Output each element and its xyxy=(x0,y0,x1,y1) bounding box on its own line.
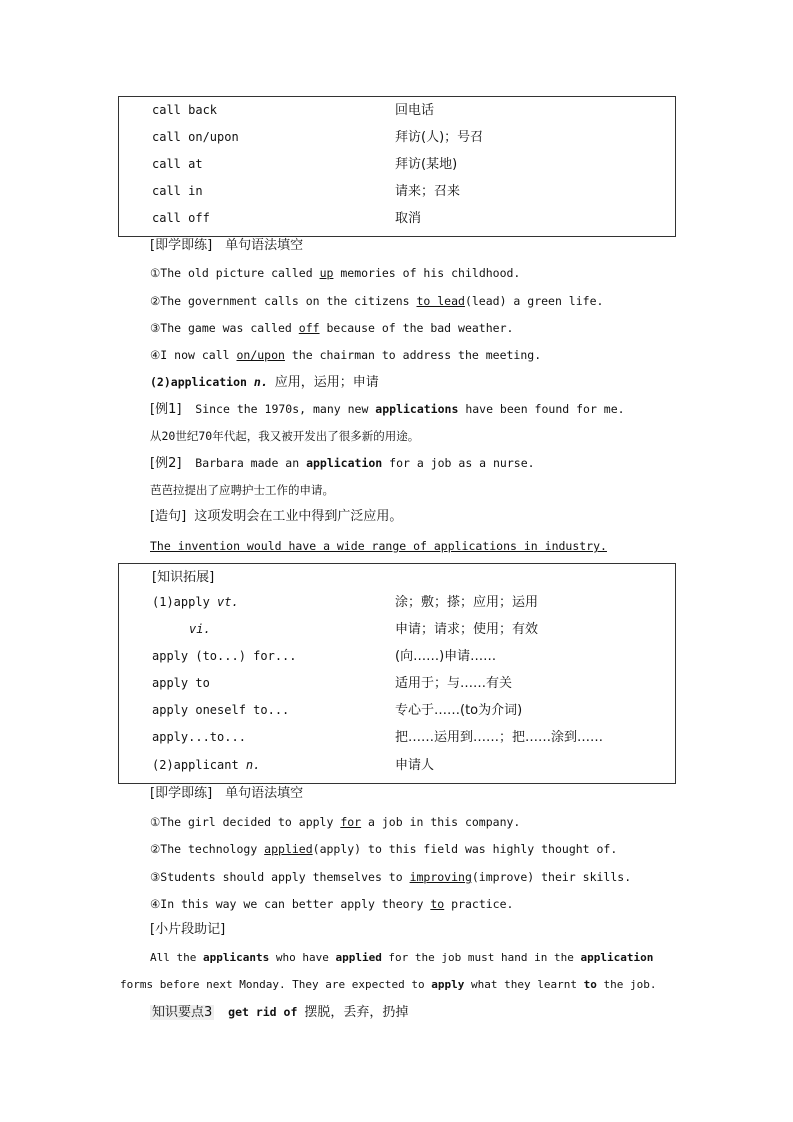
item-text: (improve) their skills. xyxy=(471,870,632,884)
phrase-zh: (向……)申请…… xyxy=(395,649,497,664)
item-text: ②The technology xyxy=(150,842,265,856)
phrase-en: call off xyxy=(152,211,210,225)
item-text: ④In this way we can better apply theory xyxy=(150,897,431,911)
item-text: (apply) to this field was highly thought of. xyxy=(312,842,618,856)
knowledge-point-meaning: 摆脱，丢弃，扔掉 xyxy=(304,1005,409,1020)
phrase-zh: 适用于；与……有关 xyxy=(395,676,513,691)
answer: on/upon xyxy=(236,348,285,362)
exercise-item xyxy=(150,895,513,913)
phrase-en: apply oneself to... xyxy=(152,703,290,717)
example-text: Barbara made an xyxy=(195,456,307,470)
example-tag: [例1] xyxy=(150,402,182,417)
phrase-en: call in xyxy=(152,184,203,198)
table-row xyxy=(119,97,675,124)
phrase-en: vi. xyxy=(189,622,211,636)
item-text: practice. xyxy=(444,897,514,911)
entry-headword xyxy=(150,372,379,393)
example-tag: [例2] xyxy=(150,456,182,471)
phrase-zh: 把……运用到……；把……涂到…… xyxy=(395,730,604,745)
phrase-zh: 取消 xyxy=(395,211,422,226)
item-text: because of the bad weather. xyxy=(319,321,514,335)
item-text: ③Students should apply themselves to xyxy=(150,870,410,884)
table-heading-text: [知识拓展] xyxy=(152,570,215,585)
table-row xyxy=(119,724,675,751)
make-sentence-tag: [造句] xyxy=(150,509,187,524)
table-row xyxy=(119,589,675,616)
item-text: (lead) a green life. xyxy=(464,294,604,308)
exercise-item xyxy=(150,264,520,282)
item-text: ④I now call xyxy=(150,348,237,362)
answer: off xyxy=(298,321,320,335)
answer: up xyxy=(319,266,334,280)
item-text: ①The girl decided to apply xyxy=(150,815,341,829)
answer: to xyxy=(430,897,445,911)
table-row xyxy=(119,151,675,178)
table-row xyxy=(119,670,675,697)
exercise-item xyxy=(150,868,631,886)
phrase-en: call on/upon xyxy=(152,130,239,144)
example-keyword: application xyxy=(306,456,383,470)
entry-word: application xyxy=(170,375,247,389)
exercise-heading: [即学即练] 单句语法填空 xyxy=(150,786,304,801)
table-row xyxy=(119,616,675,643)
entry-number: (2) xyxy=(150,375,171,389)
exercise-item xyxy=(150,813,520,831)
memory-heading: [小片段助记] xyxy=(150,922,226,937)
exercise-item xyxy=(150,346,541,364)
phrase-en: call at xyxy=(152,157,203,171)
example-text: Since the 1970s, many new xyxy=(195,402,376,416)
table-row xyxy=(119,752,675,779)
example-1 xyxy=(150,400,625,419)
memory-line-2: forms before next Monday. They are expected to apply what they learnt to the job. xyxy=(120,978,657,991)
table-row xyxy=(119,205,675,232)
table-row xyxy=(119,697,675,724)
memory-line-1: All the applicants who have applied for the job must hand in the application xyxy=(150,951,654,964)
knowledge-expansion-table xyxy=(118,563,676,784)
example-keyword: applications xyxy=(375,402,459,416)
phrase-en: (2)applicant n. xyxy=(152,758,261,772)
phrase-zh: 拜访(某地) xyxy=(395,157,458,172)
table-row xyxy=(119,124,675,151)
example-1-translation: 从20世纪70年代起，我又被开发出了很多新的用途。 xyxy=(150,429,420,443)
table-row xyxy=(119,643,675,670)
item-text: ②The government calls on the citizens xyxy=(150,294,417,308)
make-sentence-prompt: 这项发明会在工业中得到广泛应用。 xyxy=(194,509,403,524)
item-text: the chairman to address the meeting. xyxy=(284,348,542,362)
phrase-en: (1)apply vt. xyxy=(152,595,239,609)
phrase-zh: 请来；召来 xyxy=(395,184,461,199)
answer: improving xyxy=(409,870,472,884)
knowledge-point-phrase: get rid of xyxy=(228,1005,298,1019)
phrase-en: apply to xyxy=(152,676,210,690)
answer: applied xyxy=(264,842,313,856)
phrase-zh: 申请；请求；使用；有效 xyxy=(395,622,539,637)
exercise-item xyxy=(150,840,617,858)
phrase-zh: 回电话 xyxy=(395,103,435,118)
item-text: a job in this company. xyxy=(361,815,521,829)
phrase-zh: 申请人 xyxy=(395,758,435,773)
example-2-translation: 芭芭拉提出了应聘护士工作的申请。 xyxy=(150,483,334,497)
item-text: ①The old picture called xyxy=(150,266,320,280)
example-text: for a job as a nurse. xyxy=(382,456,535,470)
item-text: memories of his childhood. xyxy=(333,266,521,280)
phrase-zh: 涂；敷；搽；应用；运用 xyxy=(395,595,539,610)
phrase-en: apply...to... xyxy=(152,730,246,744)
make-sentence-answer: The invention would have a wide range of applications in industry. xyxy=(150,539,607,553)
answer: to lead xyxy=(416,294,465,308)
table-row xyxy=(119,178,675,205)
phrase-table-call xyxy=(118,96,676,237)
phrase-en: call back xyxy=(152,103,218,117)
phrase-en: apply (to...) for... xyxy=(152,649,297,663)
example-2 xyxy=(150,454,535,473)
phrase-zh: 专心于……(to为介词) xyxy=(395,703,523,718)
knowledge-point-3 xyxy=(150,1002,408,1023)
entry-meaning: 应用，运用；申请 xyxy=(274,375,379,390)
make-sentence xyxy=(150,507,402,527)
exercise-heading: [即学即练] 单句语法填空 xyxy=(150,238,304,253)
item-text: ③The game was called xyxy=(150,321,299,335)
table-heading xyxy=(119,564,675,591)
example-text: have been found for me. xyxy=(458,402,625,416)
exercise-item xyxy=(150,319,513,337)
exercise-item xyxy=(150,292,603,310)
answer: for xyxy=(340,815,362,829)
entry-pos: n. xyxy=(253,375,268,389)
phrase-zh: 拜访(人)；号召 xyxy=(395,130,484,145)
knowledge-point-tag: 知识要点3 xyxy=(152,1005,213,1020)
